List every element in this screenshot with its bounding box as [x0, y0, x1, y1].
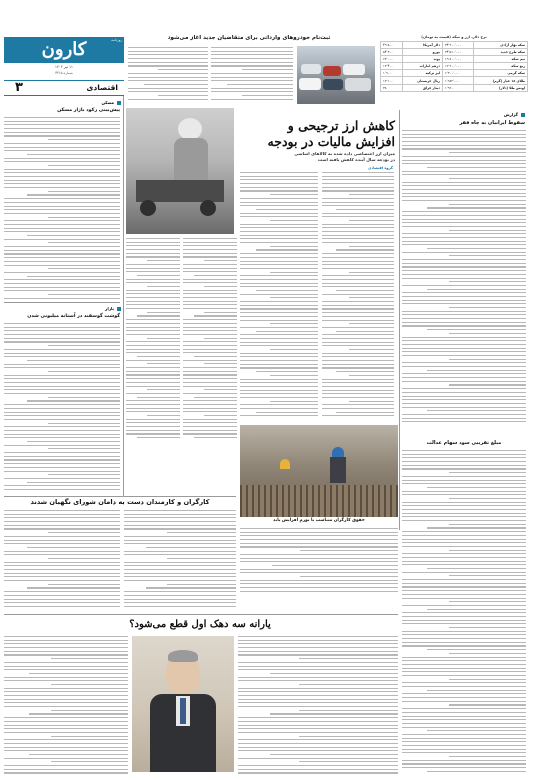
market-table-row: [381, 63, 528, 70]
market-item-name: پوند: [402, 56, 442, 63]
masthead-date: ۱۱ تیر ۱۴۰۲: [55, 65, 73, 69]
masthead-logo: کارون: [41, 39, 87, 60]
market-item-price: ۱٬۹۰۰: [381, 70, 403, 77]
workers-text-1: [124, 510, 236, 610]
justice-shares-text: [402, 450, 526, 775]
market-table-row: [381, 84, 528, 91]
subsidy-article-top-rule: [4, 614, 398, 615]
market-item-name: دینار عراق: [402, 84, 442, 91]
construction-workers-photo: [240, 425, 398, 517]
market-item-price: ۱۲٬۹۰۰٬۰۰۰: [442, 63, 473, 70]
section-label-bazar: بازار: [105, 306, 121, 311]
main-text-col-3: [183, 238, 237, 443]
market-item-name: درهم امارات: [402, 63, 442, 70]
market-table-row: [381, 77, 528, 84]
masthead-issue: شماره ۴۳۱۵: [55, 71, 73, 75]
subsidy-headline: یارانه سه دهک اول قطع می‌شود؟: [129, 619, 271, 630]
left-col-divider: [123, 96, 124, 496]
market-item-name: سکه گرمی: [473, 70, 527, 77]
market-table: [380, 41, 528, 92]
workers-text-2: [4, 510, 120, 610]
page-number: ۳: [15, 80, 23, 95]
masthead-logo-sub: روزنامه: [111, 38, 122, 42]
market-table-row: [381, 42, 528, 49]
market-table-row: [381, 56, 528, 63]
workers-article-top-rule: [4, 496, 236, 497]
market-item-name: ریال عربستان: [402, 77, 442, 84]
market-item-price: ۳۴٬۵۱۰٬۰۰۰: [442, 49, 473, 56]
market-item-name: اونس طلا (دلار): [473, 84, 527, 91]
market-item-name: دلار آمریکا: [402, 42, 442, 49]
meat-text: [4, 323, 120, 493]
housing-headline: پیش‌بینی رکود بازار مسکن: [57, 108, 120, 113]
market-item-name: لیر ترکیه: [402, 70, 442, 77]
market-item-price: ۱۹٬۸۰۰٬۰۰۰: [442, 56, 473, 63]
market-table-title: نرخ دلار، ارز و سکه (قیمت به تومان): [421, 35, 487, 39]
market-table-row: [381, 70, 528, 77]
right-col-divider: [399, 110, 400, 530]
main-text-col-4: [126, 238, 180, 443]
market-item-price: ۱٬۹۲۰: [442, 84, 473, 91]
market-item-price: ۵۴٬۳۰۰: [381, 49, 403, 56]
market-item-name: ربع سکه: [473, 63, 527, 70]
section-label-gozaresh: گزارش: [504, 112, 525, 117]
market-item-name: سکه بهار آزادی: [473, 42, 527, 49]
market-item-name: یورو: [402, 49, 442, 56]
market-item-price: ۶٬۳۰۰٬۰۰۰: [442, 70, 473, 77]
main-text-col-1: [322, 172, 394, 422]
left-col-hrule: [4, 302, 120, 303]
main-byline: گروه اقتصادی: [367, 166, 393, 170]
main-subhead-2: در بودجه سال آینده کاهش یافته است: [317, 157, 395, 162]
right-col-headline: سقوط ایرانیان به چاه فقر: [459, 120, 525, 126]
market-item-name: نیم سکه: [473, 56, 527, 63]
cars-photo: [297, 46, 375, 104]
cars-text-2: [128, 47, 208, 103]
housing-text: [4, 117, 120, 302]
market-item-name: سکه طرح جدید: [473, 49, 527, 56]
cars-headline: ثبت‌نام خودروهای وارداتی برای متقاضیان جدید آغاز می‌شود: [167, 35, 331, 41]
market-item-price: ۶۳٬۰۰۰: [381, 56, 403, 63]
market-item-price: ۱۳٬۱۰۰: [381, 77, 403, 84]
market-item-name: طلای ۱۸ عیار (گرم): [473, 77, 527, 84]
official-portrait-photo: [132, 636, 234, 772]
masthead: [4, 37, 124, 95]
workers-photo-caption: حقوق کارگران متناسب با تورم افزایش یابد: [273, 518, 365, 523]
main-text-col-2: [240, 172, 318, 422]
workers-headline: کارگران و کارمندان دست به دامان شورای نگهبان شدند: [30, 498, 210, 506]
right-col-text: [402, 130, 526, 435]
market-item-price: ۳۸: [381, 84, 403, 91]
main-headline-2: افزایش مالیات در بودجه: [267, 134, 395, 149]
market-table-row: [381, 49, 528, 56]
meat-headline: گوشت گوسفند در آستانه میلیونی شدن: [27, 314, 120, 319]
subsidy-text-1: [238, 636, 398, 776]
market-item-price: ۳۴٬۲۰۰٬۰۰۰: [442, 42, 473, 49]
old-man-cart-photo: [126, 108, 234, 234]
section-label-maskan: مسکن: [102, 100, 121, 105]
cars-text-1: [211, 47, 293, 103]
market-item-price: ۱٬۹۸۲٬۰۰۰: [442, 77, 473, 84]
workers-photo-text: [240, 528, 398, 598]
market-item-price: ۴۹٬۵۰۰: [381, 42, 403, 49]
section-name: اقتصادی: [86, 83, 118, 92]
subsidy-text-2: [4, 636, 128, 776]
main-subhead-1: میزان ارز اختصاصی داده شده به کالاهای اساسی: [294, 151, 395, 156]
main-headline-1: کاهش ارز ترجیحی و: [287, 118, 395, 133]
market-item-price: ۱۳٬۴۰۰: [381, 63, 403, 70]
justice-shares-headline: مبلغ تقریبی سود سهام عدالت: [426, 440, 502, 446]
